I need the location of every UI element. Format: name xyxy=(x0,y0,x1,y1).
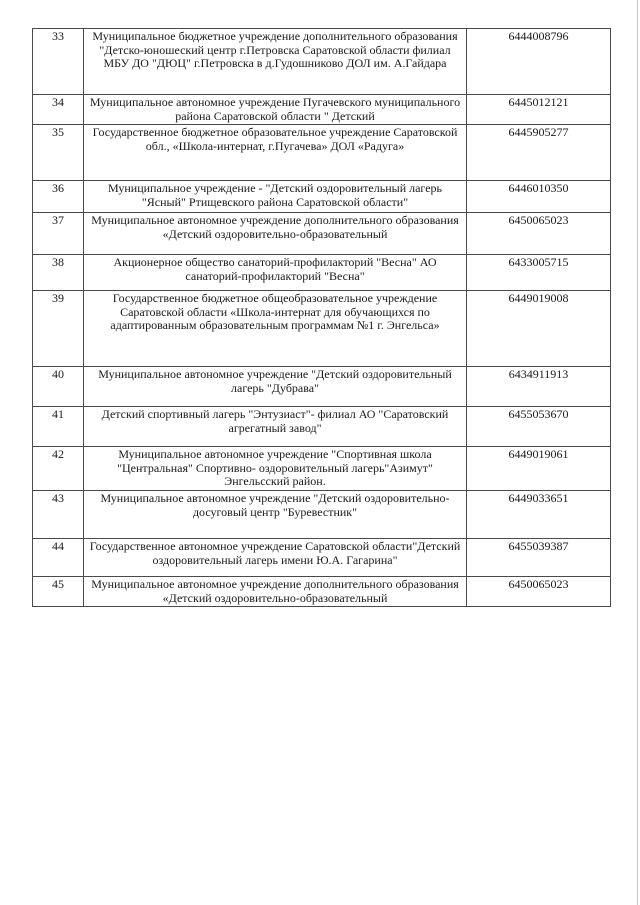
inn-code: 6433005715 xyxy=(467,255,611,291)
row-number: 44 xyxy=(33,539,84,577)
row-number: 40 xyxy=(33,367,84,407)
row-number: 37 xyxy=(33,213,84,255)
organization-name: Муниципальное автономное учреждение Пугачевского муниципального района Саратовской области " Детский xyxy=(84,95,467,125)
organization-name: Государственное бюджетное общеобразовательное учреждение Саратовской области «Школа-интернат для обучающихся по адаптированным образовательным программам №1 г. Энгельса» xyxy=(84,291,467,367)
inn-code: 6434911913 xyxy=(467,367,611,407)
table-row xyxy=(33,255,611,291)
inn-code: 6450065023 xyxy=(467,213,611,255)
row-number: 41 xyxy=(33,407,84,447)
organization-name: Детский спортивный лагерь "Энтузиаст"- филиал АО "Саратовский агрегатный завод" xyxy=(84,407,467,447)
organization-name: Муниципальное автономное учреждение дополнительного образования «Детский оздоровительно-образовательный xyxy=(84,577,467,607)
table-row xyxy=(33,407,611,447)
row-number: 36 xyxy=(33,181,84,213)
row-number: 43 xyxy=(33,491,84,539)
row-number: 33 xyxy=(33,29,84,95)
inn-code: 6445012121 xyxy=(467,95,611,125)
row-number: 35 xyxy=(33,125,84,181)
table-row xyxy=(33,539,611,577)
inn-code: 6449019008 xyxy=(467,291,611,367)
row-number: 45 xyxy=(33,577,84,607)
organization-name: Государственное бюджетное образовательное учреждение Саратовской обл., «Школа-интернат, г.Пугачева» ДОЛ «Радуга» xyxy=(84,125,467,181)
row-number: 38 xyxy=(33,255,84,291)
table-row xyxy=(33,447,611,491)
table-row xyxy=(33,213,611,255)
organization-name: Муниципальное автономное учреждение "Детский оздоровительный лагерь "Дубрава" xyxy=(84,367,467,407)
organizations-table xyxy=(32,28,611,607)
inn-code: 6446010350 xyxy=(467,181,611,213)
table-row xyxy=(33,291,611,367)
organization-name: Муниципальное учреждение - "Детский оздоровительный лагерь "Ясный" Ртищевского района Саратовской области" xyxy=(84,181,467,213)
inn-code: 6444008796 xyxy=(467,29,611,95)
inn-code: 6450065023 xyxy=(467,577,611,607)
inn-code: 6455053670 xyxy=(467,407,611,447)
table-row xyxy=(33,577,611,607)
table-row xyxy=(33,367,611,407)
scan-edge-line xyxy=(637,0,638,905)
inn-code: 6449019061 xyxy=(467,447,611,491)
organization-name: Муниципальное автономное учреждение "Спортивная школа "Центральная" Спортивно- оздоровительный лагерь"Азимут" Энгельсский район. xyxy=(84,447,467,491)
table-row xyxy=(33,181,611,213)
row-number: 34 xyxy=(33,95,84,125)
organization-name: Муниципальное бюджетное учреждение дополнительного образования "Детско-юношеский центр г.Петровска Саратовской области филиал МБУ ДО "ДЮЦ" г.Петровска в д.Гудошниково ДОЛ им. А.Гайдара xyxy=(84,29,467,95)
organization-name: Государственное автономное учреждение Саратовской области"Детский оздоровительный лагерь имени Ю.А. Гагарина" xyxy=(84,539,467,577)
table-row xyxy=(33,491,611,539)
organization-name: Акционерное общество санаторий-профилакторий "Весна" АО санаторий-профилакторий "Весна" xyxy=(84,255,467,291)
inn-code: 6455039387 xyxy=(467,539,611,577)
table-row xyxy=(33,29,611,95)
table-row xyxy=(33,95,611,125)
table-row xyxy=(33,125,611,181)
row-number: 39 xyxy=(33,291,84,367)
row-number: 42 xyxy=(33,447,84,491)
inn-code: 6445905277 xyxy=(467,125,611,181)
organization-name: Муниципальное автономное учреждение дополнительного образования «Детский оздоровительно-образовательный xyxy=(84,213,467,255)
organizations-table-body xyxy=(33,29,611,607)
inn-code: 6449033651 xyxy=(467,491,611,539)
organization-name: Муниципальное автономное учреждение "Детский оздоровительно-досуговый центр "Буревестник" xyxy=(84,491,467,539)
